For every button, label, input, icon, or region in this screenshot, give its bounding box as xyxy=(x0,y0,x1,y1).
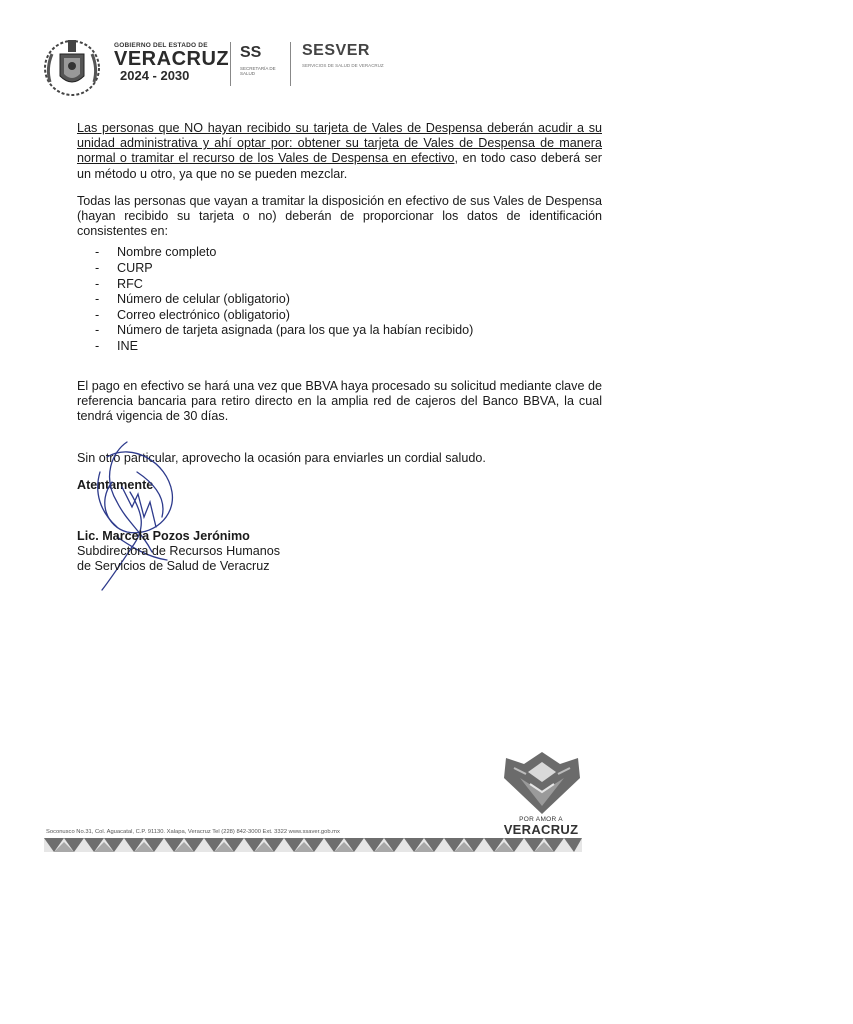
ss-logo xyxy=(240,44,290,76)
sesver-subtitle: SERVICIOS DE SALUD DE VERACRUZ xyxy=(302,63,384,68)
signatory-name: Lic. Marcela Pozos Jerónimo xyxy=(77,529,250,543)
list-item-text: Nombre completo xyxy=(117,245,217,260)
gov-line3: 2024 - 2030 xyxy=(120,68,190,83)
brand-line2: VERACRUZ xyxy=(503,822,579,837)
list-item-text: RFC xyxy=(117,276,143,291)
list-dash: - xyxy=(95,245,100,260)
list-item-text: Correo electrónico (obligatorio) xyxy=(117,307,290,322)
header-divider xyxy=(230,42,231,86)
list-item xyxy=(95,323,602,339)
list-item xyxy=(95,245,602,261)
list-dash: - xyxy=(95,292,100,307)
decorative-footer-band xyxy=(44,838,582,852)
list-item xyxy=(95,261,602,277)
closing-salutation: Atentamente xyxy=(77,478,154,492)
list-item xyxy=(95,339,602,355)
sesver-logo xyxy=(302,42,402,68)
ss-subtitle: SECRETARÍA DE SALUD xyxy=(240,66,276,76)
paragraph-2: Todas las personas que vayan a tramitar la disposición en efectivo de sus Vales de Despensa (hayan recibido su tarjeta o no) deberán de proporcionar los datos de identificación consistentes en: xyxy=(77,193,602,239)
list-item-text: Número de celular (obligatorio) xyxy=(117,292,290,307)
header-divider xyxy=(290,42,291,86)
list-dash: - xyxy=(95,338,100,353)
footer-brand xyxy=(496,816,586,836)
role-line-2: de Servicios de Salud de Veracruz xyxy=(77,559,270,573)
gov-line1: GOBIERNO DEL ESTADO DE xyxy=(114,42,208,49)
ss-title: SS xyxy=(240,44,262,61)
list-item-text: INE xyxy=(117,338,138,353)
footer-address: Soconusco No.31, Col. Aguacatal, C.P. 91130. Xalapa, Veracruz Tel (228) 842-3000 Ext. 3322 www.ssaver.gob.mx xyxy=(46,829,340,835)
paragraph-4: Sin otro particular, aprovecho la ocasión para enviarles un cordial saludo. xyxy=(77,451,486,465)
list-item xyxy=(95,292,602,308)
paragraph-3: El pago en efectivo se hará una vez que BBVA haya procesado su solicitud mediante clave de referencia bancaria para retiro directo en la amplia red de cajeros del Banco BBVA, la cual tendrá vigencia de 30 días. xyxy=(77,378,602,423)
list-dash: - xyxy=(95,261,100,276)
requirements-list xyxy=(77,245,602,354)
letterhead xyxy=(36,28,456,104)
sesver-title: SESVER xyxy=(302,42,370,59)
paragraph-1 xyxy=(77,121,602,182)
list-item-text: CURP xyxy=(117,261,153,276)
paragraph-1-rest: , en todo caso deberá ser un método u otro, ya que no se pueden mezclar. xyxy=(77,151,602,181)
list-dash: - xyxy=(95,307,100,322)
por-amor-a-veracruz-logo-icon xyxy=(500,748,584,818)
brand-line1: POR AMOR A xyxy=(519,816,563,823)
government-logo-text xyxy=(114,42,254,83)
letter-body xyxy=(77,121,602,424)
list-item xyxy=(95,308,602,324)
veracruz-coat-of-arms-icon xyxy=(40,32,104,102)
list-dash: - xyxy=(95,276,100,291)
list-item xyxy=(95,277,602,293)
role-line-1: Subdirectora de Recursos Humanos xyxy=(77,544,281,558)
signatory-role xyxy=(77,544,280,574)
list-item-text: Número de tarjeta asignada (para los que ya la habían recibido) xyxy=(117,323,474,338)
list-dash: - xyxy=(95,323,100,338)
paragraph-1-underlined: Las personas que NO hayan recibido su tarjeta de Vales de Despensa deberán acudir a su unidad administrativa y ahí optar por: obtener su tarjeta de Vales de Despensa de manera normal o tramitar el recurso de los Vales de Despensa en efectivo xyxy=(77,121,602,166)
gov-line2: VERACRUZ xyxy=(114,48,230,70)
